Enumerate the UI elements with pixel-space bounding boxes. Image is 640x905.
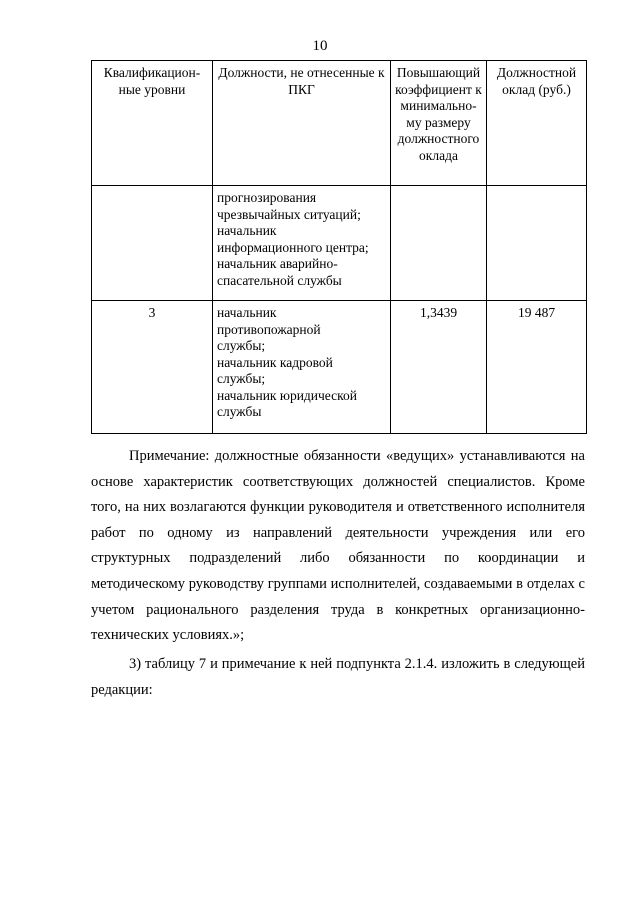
header-positions: Должности, не отнесенные к ПКГ [213,61,391,186]
position-line: начальник [217,223,277,238]
position-line: начальник аварийно- [217,256,338,271]
position-line: информационного центра; [217,239,369,255]
note-paragraph: Примечание: должностные обязанности «ведущих» устанавливаются на основе характеристик соответствующих должностей специалистов. Кроме того, на них возлагаются функции руководителя и ответственного исполнителя работ по одному из направлений деятельности учреждения или его структурных подразделений либо обязанности по координации и методическому руководству группами исполнителей, создаваемыми в отделах с учетом рационального разделения труда в конкретных организационно-технических условиях.»; [91,448,585,644]
cell-coefficient [391,186,487,301]
table-row [92,301,587,434]
cell-level [92,186,213,301]
position-line: начальник кадровой [217,354,333,370]
position-line: противопожарной [217,321,321,337]
header-coefficient: Повышающий коэффициент к минимально-му размеру должностного оклада [391,61,487,186]
cell-level: 3 [92,301,213,434]
cell-positions [213,186,391,301]
header-salary: Должностной оклад (руб.) [487,61,587,186]
position-line: службы [217,404,262,419]
position-line: начальник [217,305,277,320]
cell-positions [213,301,391,434]
table-row [92,186,587,301]
table-header-row [92,61,587,186]
header-qualification-levels: Квалификацион-ные уровни [92,61,213,186]
position-line: службы; [217,338,266,353]
position-line: спасательной службы [217,272,342,288]
position-line: прогнозирования [217,190,317,205]
position-line: начальник юридической [217,387,357,403]
cell-coefficient: 1,3439 [391,301,487,434]
position-line: службы; [217,371,266,386]
cell-salary [487,186,587,301]
cell-salary: 19 487 [487,301,587,434]
position-line: чрезвычайных ситуаций; [217,206,361,222]
item-3-paragraph: 3) таблицу 7 и примечание к ней подпункта 2.1.4. изложить в следующей редакции: [91,656,585,698]
page-number: 10 [312,38,328,54]
positions-table [91,60,587,434]
